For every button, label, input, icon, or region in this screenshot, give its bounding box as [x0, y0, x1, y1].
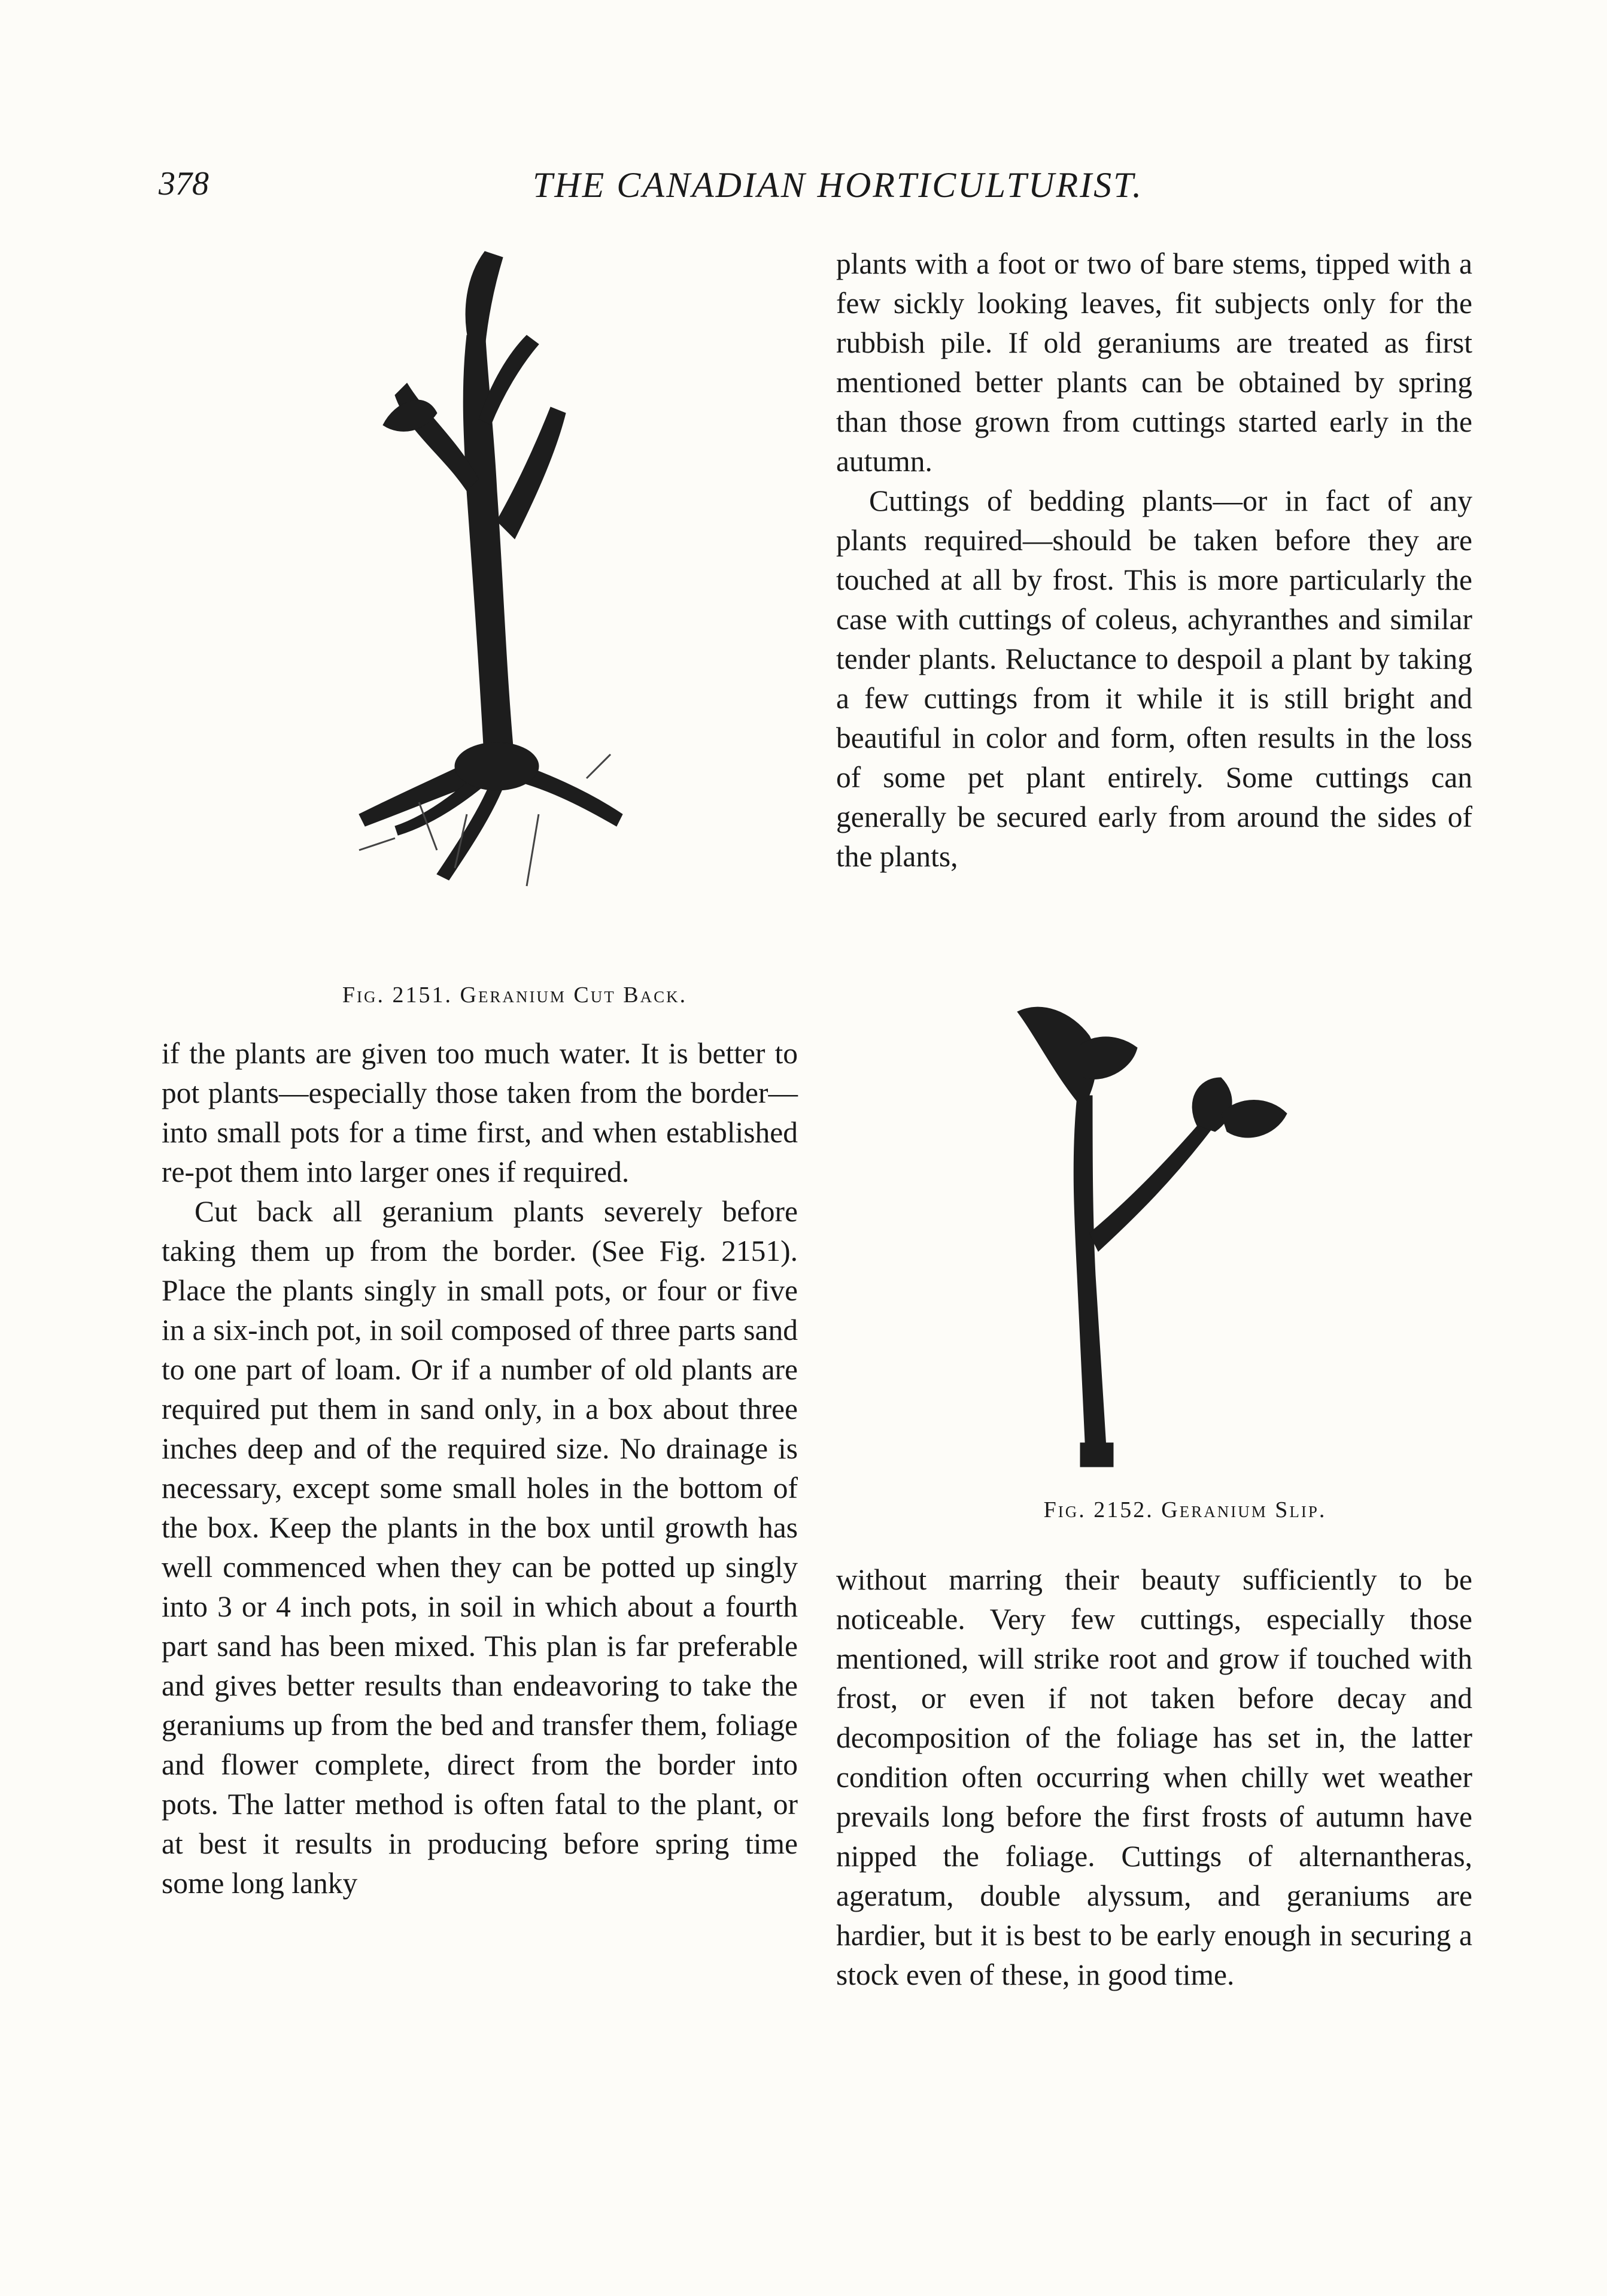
geranium-slip-illustration: [982, 976, 1353, 1479]
paragraph: Cut back all geranium plants severely before taking them up from the border. (See Fig. 2151). Place the plants singly in small pots, or four or five in a six-inch pot, in soil composed of three parts sand to one part of loam. Or if a number of old plants are required put them in sand only, in a box about three inches deep and of the required size. No drainage is necessary, except some small holes in the bottom of the box. Keep the plants in the box until growth has well commenced when they can be potted up singly into 3 or 4 inch pots, in soil in which about a fourth part sand has been mixed. This plan is far preferable and gives better results than endeavoring to take the geraniums up from the bed and transfer them, foliage and flower complete, direct from the border into pots. The latter method is often fatal to the plant, or at best it results in producing before spring time some long lanky: [162, 1195, 798, 1900]
geranium-cut-back-illustration: [287, 239, 718, 958]
page-number: 378: [159, 165, 209, 202]
right-column-top: [836, 244, 1472, 876]
geranium-cut-back-icon: [287, 239, 718, 958]
paragraph: without marring their beauty sufficiently to be noticeable. Very few cuttings, especially those mentioned, will strike root and grow if touched with frost, or even if not taken before decay and decomposition of the foliage has set in, the latter condition often occurring when chilly wet weather prevails long before the first frosts of autumn have nipped the foliage. Cuttings of alternantheras, ageratum, double alyssum, and geraniums are hardier, but it is best to be early enough in securing a stock even of these, in good time.: [836, 1563, 1472, 1991]
right-column-bottom: [836, 1560, 1472, 1995]
paragraph: Cuttings of bedding plants—or in fact of any plants required—should be taken before they are touched at all by frost. This is more particularly the case with cuttings of coleus, achyranthes and similar tender plants. Reluctance to despoil a plant by taking a few cuttings from it while it is still bright and beautiful in color and form, often results in the loss of some pet plant entirely. Some cuttings can generally be secured early from around the sides of the plants,: [836, 484, 1472, 873]
left-column-bottom: [162, 1034, 798, 1903]
geranium-slip-icon: [982, 976, 1353, 1479]
paragraph: plants with a foot or two of bare stems, tipped with a few sickly looking leaves, fit subjects only for the rubbish pile. If old geraniums are treated as first mentioned better plants can be obtained by spring than those grown from cuttings started early in the autumn.: [836, 247, 1472, 478]
running-title: THE CANADIAN HORTICULTURIST.: [532, 165, 1144, 205]
figure-caption-2151: Fig. 2151. Geranium Cut Back.: [342, 982, 688, 1008]
paragraph: if the plants are given too much water. It is better to pot plants—especially those taken from the border—into small pots for a time first, and when established re-pot them into larger ones if required.: [162, 1037, 798, 1188]
figure-caption-2152: Fig. 2152. Geranium Slip.: [1043, 1497, 1327, 1522]
